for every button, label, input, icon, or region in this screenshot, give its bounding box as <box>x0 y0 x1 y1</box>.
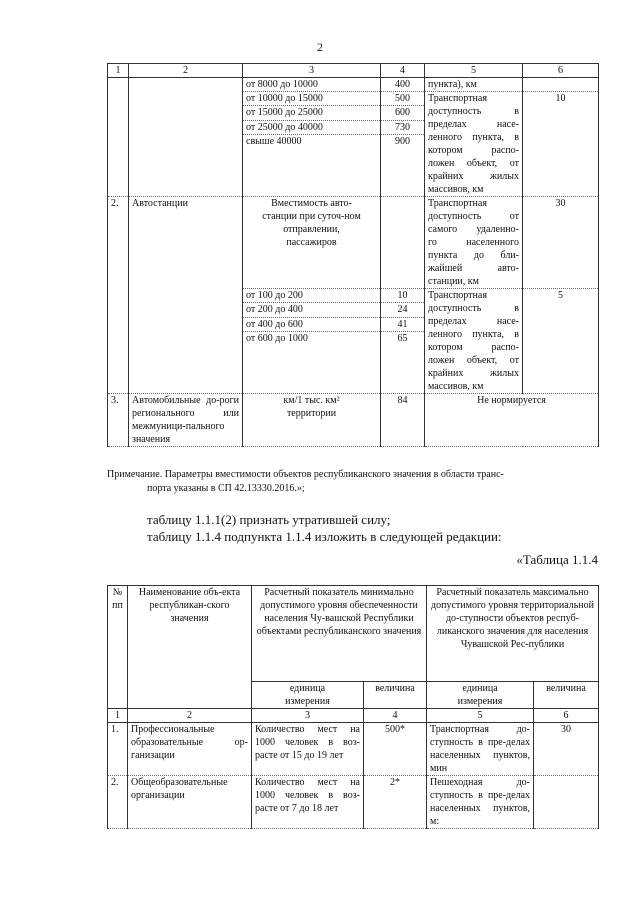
range-cell: свыше 40000 <box>243 135 381 197</box>
table-caption: «Таблица 1.1.4 <box>516 552 598 567</box>
value-cell: 730 <box>381 120 425 134</box>
education-table <box>107 585 599 829</box>
transport-table <box>107 63 599 447</box>
col-header: 4 <box>381 64 425 78</box>
table-row <box>108 394 599 447</box>
col-number: 2 <box>128 709 252 723</box>
value-cell: 24 <box>381 303 425 317</box>
object-name: Общеобразовательные организации <box>128 776 252 829</box>
table-row <box>108 723 599 776</box>
col-header: 3 <box>243 64 381 78</box>
unit-cell: Количество мест на 1000 человек в воз-расте от 15 до 19 лет <box>252 723 364 776</box>
value-cell: 10 <box>381 289 425 303</box>
col-header: № пп <box>108 586 128 709</box>
object-name: Профессиональные образовательные ор-ганизации <box>128 723 252 776</box>
table-header-row <box>108 64 599 78</box>
range-cell: от 100 до 200 <box>243 289 381 303</box>
range-cell: от 200 до 400 <box>243 303 381 317</box>
col-header: Расчетный показатель минимально допустимого уровня обеспеченности населения Чу-вашской Республики объектами республиканского значения <box>252 586 427 682</box>
accessibility-cell: Транспортная доступность в пределах насе- ленного пункта, в котором распо- ложен объект, от крайних жилых массивов, км <box>425 92 523 197</box>
object-name: Автомобильные до-роги регионального или межмуници-пального значения <box>129 394 243 447</box>
param-cell: Вместимость авто-станции при суточ-ном отправлении, пассажиров <box>243 197 381 289</box>
table-header-row <box>108 586 599 682</box>
row-number: 2. <box>108 197 129 289</box>
value-cell: 400 <box>381 78 425 92</box>
value-cell: 500 <box>381 92 425 106</box>
value-cell: 900 <box>381 135 425 197</box>
range-cell: от 400 до 600 <box>243 317 381 331</box>
col-header: единица измерения <box>252 682 364 709</box>
value-cell: 30 <box>534 723 599 776</box>
accessibility-cell: пункта), км <box>425 78 523 92</box>
object-name: Автостанции <box>129 197 243 289</box>
col-number: 3 <box>252 709 364 723</box>
value-cell: 84 <box>381 394 425 447</box>
value-cell: 65 <box>381 332 425 394</box>
value-cell: 600 <box>381 106 425 120</box>
unit-cell: Количество мест на 1000 человек в воз-расте от 7 до 18 лет <box>252 776 364 829</box>
col-number: 5 <box>427 709 534 723</box>
range-cell: от 10000 до 15000 <box>243 92 381 106</box>
table-number-row <box>108 709 599 723</box>
unit-cell: Пешеходная до-ступность в пре-делах населенных пунктов, м: <box>427 776 534 829</box>
range-cell: от 8000 до 10000 <box>243 78 381 92</box>
value-cell: 10 <box>523 92 599 197</box>
value-cell <box>534 776 599 829</box>
table-row <box>108 776 599 829</box>
table-note: Примечание. Параметры вместимости объектов республиканского значения в области транс- порта указаны в СП 42.13330.2016.»; <box>107 469 504 494</box>
col-header: Расчетный показатель максимально допустимого уровня территориальной до-ступности объектов респуб-ликанского значения для населения Чувашской Рес-публики <box>427 586 599 682</box>
accessibility-cell: Транспортная доступность в пределах насе- ленного пункта, в котором распо- ложен объект, от крайних жилых массивов, км <box>425 289 523 394</box>
col-header: 2 <box>129 64 243 78</box>
col-header: 6 <box>523 64 599 78</box>
value-cell: 2* <box>364 776 427 829</box>
col-header: величина <box>364 682 427 709</box>
row-number: 1. <box>108 723 128 776</box>
page-number: 2 <box>317 40 323 54</box>
accessibility-cell: Транспортная доступность от самого удаленно- го населенного пункта до бли- жайшей авто- станции, км <box>425 197 523 289</box>
param-cell: км/1 тыс. км² территории <box>243 394 381 447</box>
table-row <box>108 289 599 303</box>
col-header: единица измерения <box>427 682 534 709</box>
row-number: 3. <box>108 394 129 447</box>
value-cell: 500* <box>364 723 427 776</box>
value-cell: 41 <box>381 317 425 331</box>
table-row <box>108 78 599 92</box>
col-number: 6 <box>534 709 599 723</box>
row-number: 2. <box>108 776 128 829</box>
value-cell: 5 <box>523 289 599 394</box>
value-cell: 30 <box>523 197 599 289</box>
col-header: 1 <box>108 64 129 78</box>
range-cell: от 600 до 1000 <box>243 332 381 394</box>
amendment-line-2: таблицу 1.1.4 подпункта 1.1.4 изложить в следующей редакции: <box>147 529 502 544</box>
range-cell: от 25000 до 40000 <box>243 120 381 134</box>
col-number: 4 <box>364 709 427 723</box>
col-header: 5 <box>425 64 523 78</box>
not-normalized-cell: Не нормируется <box>425 394 599 447</box>
col-header: Наименование объ-екта республикан-ского значения <box>128 586 252 709</box>
col-number: 1 <box>108 709 128 723</box>
table-row <box>108 197 599 289</box>
unit-cell: Транспортная до-ступность в пре-делах населенных пунктов, мин <box>427 723 534 776</box>
amendment-line-1: таблицу 1.1.1(2) признать утратившей силу; <box>147 512 391 527</box>
col-header: величина <box>534 682 599 709</box>
range-cell: от 15000 до 25000 <box>243 106 381 120</box>
